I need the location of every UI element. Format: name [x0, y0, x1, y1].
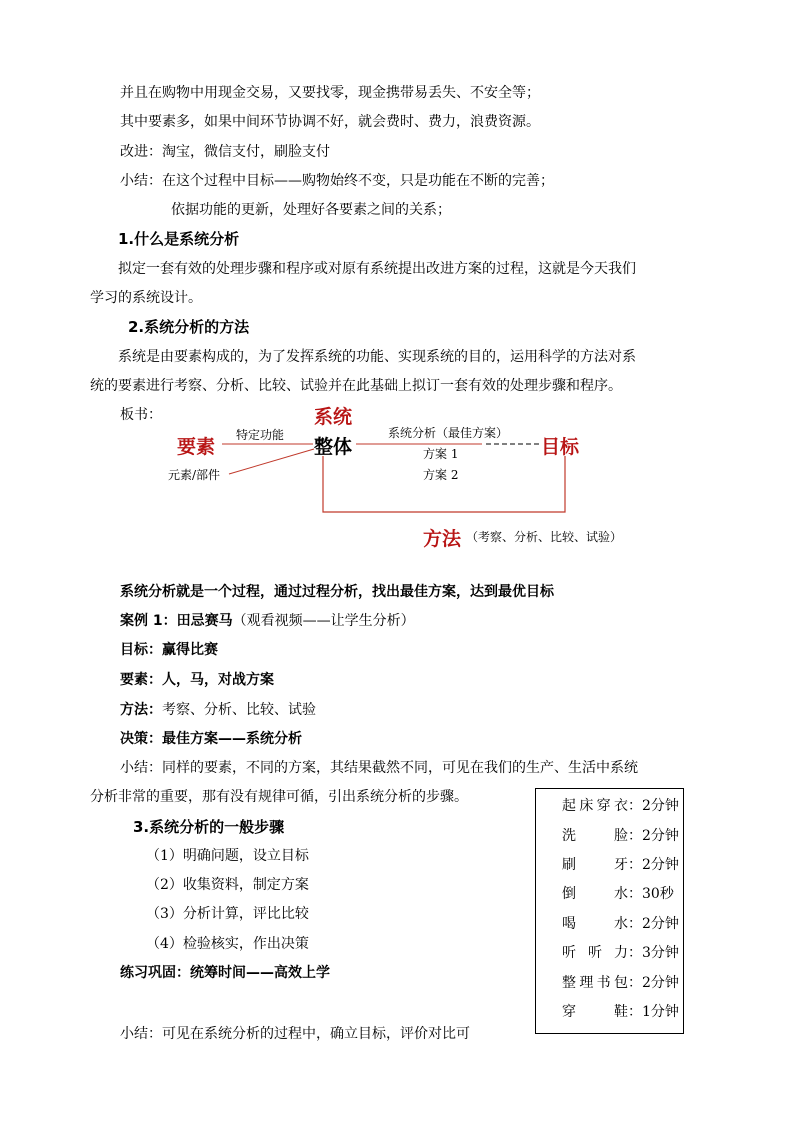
schedule-time: 2分钟 [642, 798, 679, 814]
case-title [120, 611, 415, 631]
board-label: 板书： [120, 407, 162, 423]
intro-line-5: 依据功能的更新，处理好各要素之间的关系； [171, 202, 451, 218]
intro-line-2: 其中要素多，如果中间环节协调不好，就会费时、费力，浪费资源。 [120, 114, 540, 130]
case-elements: 要素：人，马，对战方案 [120, 672, 274, 688]
diagram-yaosu: 要素 [177, 436, 216, 458]
schedule-time: 1分钟 [642, 1004, 679, 1020]
schedule-time: 2分钟 [642, 975, 679, 991]
schedule-time: 2分钟 [642, 916, 679, 932]
schedule-time: 2分钟 [642, 857, 679, 873]
case-summary-2: 分析非常的重要，那有没有规律可循，引出系统分析的步骤。 [90, 789, 468, 805]
schedule-row: 起床穿衣：2分钟 [562, 798, 679, 814]
practice-line: 练习巩固：统筹时间——高效上学 [120, 965, 330, 981]
section-2-title: 2.系统分析的方法 [128, 318, 250, 336]
section-1-para-2: 学习的系统设计。 [90, 290, 202, 306]
schedule-time: 30秒 [642, 886, 674, 902]
schedule-task: 穿鞋 [562, 1004, 628, 1020]
diagram-xitong: 系统 [314, 406, 353, 428]
schedule-task: 刷牙 [562, 857, 628, 873]
schedule-task: 倒水 [562, 886, 628, 902]
case-method [120, 700, 316, 720]
case-method-label: 方法： [120, 702, 162, 718]
intro-line-1: 并且在购物中用现金交易，又要找零，现金携带易丢失、不安全等； [120, 85, 540, 101]
diagram-zhengti: 整体 [314, 436, 353, 458]
schedule-box [535, 788, 684, 1034]
diagram-fangan-1: 方案 1 [423, 447, 459, 461]
schedule-task: 整理书包 [562, 975, 628, 991]
diagram-fenxi: 系统分析（最佳方案） [388, 426, 509, 440]
schedule-row: 穿鞋：1分钟 [562, 1004, 679, 1020]
schedule-row: 刷牙：2分钟 [562, 857, 679, 873]
diagram-mubiao: 目标 [541, 436, 580, 458]
step-2: （2）收集资料，制定方案 [146, 877, 309, 893]
final-summary: 小结：可见在系统分析的过程中，确立目标，评价对比可 [120, 1026, 470, 1042]
case-summary-1: 小结：同样的要素，不同的方案，其结果截然不同，可见在我们的生产、生活中系统 [120, 760, 638, 776]
intro-line-3: 改进：淘宝，微信支付，刷脸支付 [120, 144, 330, 160]
schedule-row: 倒水：30秒 [562, 886, 674, 902]
diagram-fangfa: 方法 [423, 528, 462, 550]
method-bracket [323, 456, 565, 512]
schedule-task: 起床穿衣 [562, 798, 628, 814]
case-decision: 决策：最佳方案——系统分析 [120, 731, 302, 747]
section-2-para-1: 系统是由要素构成的，为了发挥系统的功能、实现系统的目的，运用科学的方法对系 [118, 349, 636, 365]
case-note: （观看视频——让学生分析） [232, 613, 415, 629]
section-2-para-2: 统的要素进行考察、分析、比较、试验并在此基础上拟订一套有效的处理步骤和程序。 [90, 378, 622, 394]
schedule-time: 2分钟 [642, 828, 679, 844]
schedule-time: 3分钟 [642, 945, 679, 961]
step-4: （4）检验核实，作出决策 [146, 936, 309, 952]
intro-line-4: 小结：在这个过程中目标——购物始终不变，只是功能在不断的完善； [120, 173, 554, 189]
section-3-title: 3.系统分析的一般步骤 [133, 818, 285, 836]
case-method-value: 考察、分析、比较、试验 [162, 702, 316, 718]
diagram-yuansu: 元素/部件 [168, 468, 221, 482]
step-3: （3）分析计算，评比比较 [146, 906, 309, 922]
case-label: 案例 1：田忌赛马 [120, 613, 233, 629]
schedule-row: 喝水：2分钟 [562, 916, 679, 932]
system-diagram [0, 0, 794, 560]
link-yuansu-zhengti [229, 449, 314, 474]
diagram-tedinggongneng: 特定功能 [236, 428, 285, 442]
case-goal: 目标：赢得比赛 [120, 642, 218, 658]
diagram-fangan-2: 方案 2 [423, 468, 459, 482]
step-1: （1）明确问题，设立目标 [146, 848, 309, 864]
diagram-fangfa-note: （考察、分析、比较、试验） [466, 530, 623, 544]
schedule-task: 听听力 [562, 945, 628, 961]
schedule-task: 洗脸 [562, 828, 628, 844]
schedule-row: 听听力：3分钟 [562, 945, 679, 961]
schedule-row: 洗脸：2分钟 [562, 828, 679, 844]
section-1-title: 1.什么是系统分析 [118, 230, 240, 248]
schedule-row: 整理书包：2分钟 [562, 975, 679, 991]
section-1-para-1: 拟定一套有效的处理步骤和程序或对原有系统提出改进方案的过程，这就是今天我们 [118, 261, 636, 277]
schedule-task: 喝水 [562, 916, 628, 932]
case-summary: 系统分析就是一个过程，通过过程分析，找出最佳方案，达到最优目标 [120, 584, 554, 600]
